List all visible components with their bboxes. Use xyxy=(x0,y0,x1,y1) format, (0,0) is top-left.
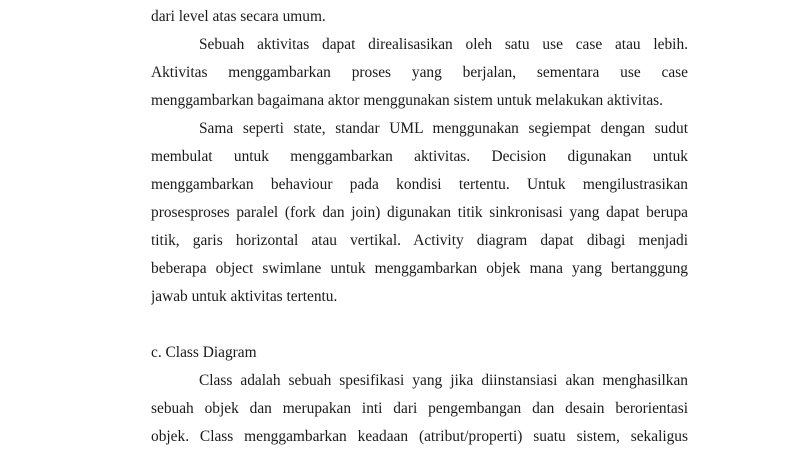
text-line: jawab untuk aktivitas tertentu. xyxy=(151,288,338,305)
text-line: titik, garis horizontal atau vertikal. Activity diagram dapat dibagi menjadi xyxy=(151,232,688,249)
text-line: dari level atas secara umum. xyxy=(151,8,326,25)
text-block xyxy=(151,3,688,451)
text-line: Sebuah aktivitas dapat direalisasikan oleh satu use case atau lebih. xyxy=(199,36,688,53)
text-line: menggambarkan behaviour pada kondisi tertentu. Untuk mengilustrasikan xyxy=(151,176,688,193)
text-line: sebuah objek dan merupakan inti dari pengembangan dan desain berorientasi xyxy=(151,400,688,417)
text-line: Sama seperti state, standar UML menggunakan segiempat dengan sudut xyxy=(199,120,688,137)
text-line: prosesproses paralel (fork dan join) digunakan titik sinkronisasi yang dapat berupa xyxy=(151,204,688,221)
text-line: menggambarkan bagaimana aktor menggunakan sistem untuk melakukan aktivitas. xyxy=(151,92,664,109)
text-line: objek. Class menggambarkan keadaan (atribut/properti) suatu sistem, sekaligus xyxy=(151,428,688,445)
blank-line xyxy=(151,311,688,339)
section-heading: c. Class Diagram xyxy=(151,344,257,361)
text-line: Aktivitas menggambarkan proses yang berjalan, sementara use case xyxy=(151,64,688,81)
text-line: beberapa object swimlane untuk menggambarkan objek mana yang bertanggung xyxy=(151,260,688,277)
text-line: membulat untuk menggambarkan aktivitas. Decision digunakan untuk xyxy=(151,148,688,165)
text-line: Class adalah sebuah spesifikasi yang jika diinstansiasi akan menghasilkan xyxy=(199,372,688,389)
